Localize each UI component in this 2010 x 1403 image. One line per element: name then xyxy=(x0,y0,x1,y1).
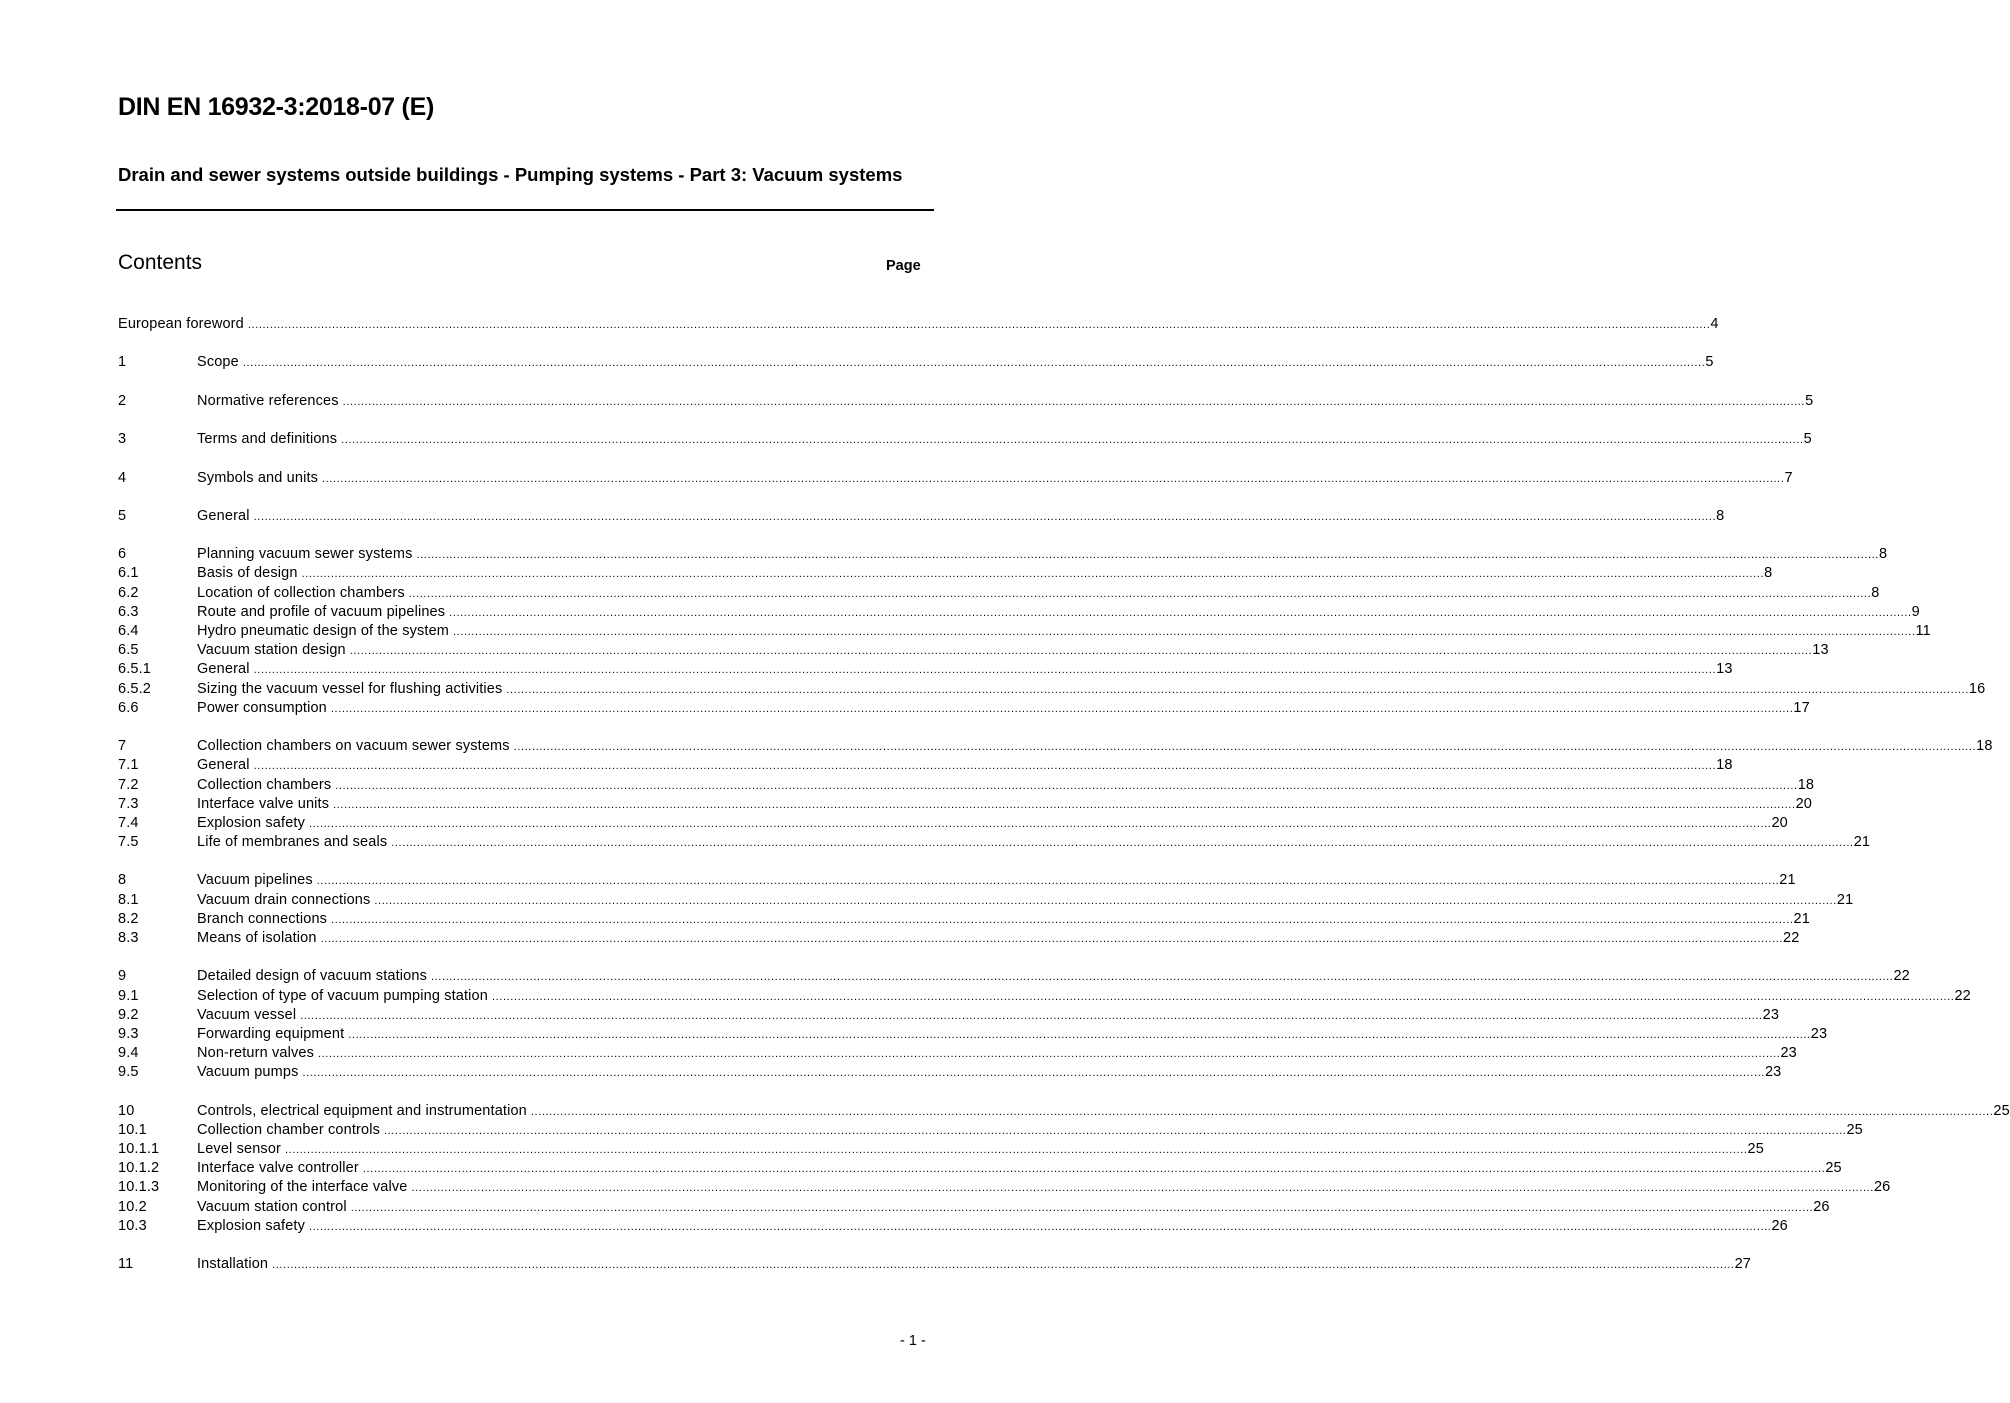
toc-entry-title: Forwarding equipment xyxy=(197,1025,345,1042)
toc-entry-number: 9 xyxy=(118,968,127,985)
toc-entry-title: Location of collection chambers xyxy=(197,584,405,601)
toc-entry-title: Means of isolation xyxy=(197,930,317,946)
toc-entry-title: Hydro pneumatic design of the system xyxy=(197,623,450,639)
dot-leader: ................................................................................................................................................................................................................................................................................................................................................................................................................ xyxy=(309,1220,1772,1233)
toc-entry-page: 11 xyxy=(1915,623,1931,639)
toc-entry[interactable] xyxy=(118,891,1854,910)
toc-entry-number: 6.6 xyxy=(118,699,139,716)
toc-entry[interactable] xyxy=(118,622,1931,641)
toc-entry-page: 21 xyxy=(1836,891,1854,908)
toc-entry[interactable] xyxy=(118,987,1971,1006)
toc-entry-title: Non-return valves xyxy=(197,1045,314,1062)
toc-entry-number: 9.3 xyxy=(118,1025,139,1042)
toc-entry-title: Installation xyxy=(197,1256,269,1273)
document-id: DIN EN 16932-3:2018-07 (E) xyxy=(118,93,434,121)
dot-leader: ................................................................................................................................................................................................................................................................................................................................................................................................................ xyxy=(330,702,1794,715)
toc-entry-title: Scope xyxy=(197,354,239,371)
toc-entry[interactable] xyxy=(118,1044,1797,1063)
page-column-label: Page xyxy=(886,258,921,274)
dot-leader: ................................................................................................................................................................................................................................................................................................................................................................................................................ xyxy=(362,1163,1826,1176)
toc-entry-page: 16 xyxy=(1968,680,1986,697)
toc-entry-number: 6.5 xyxy=(118,642,139,659)
toc-entry-title: Route and profile of vacuum pipelines xyxy=(197,603,446,620)
dot-leader: ................................................................................................................................................................................................................................................................................................................................................................................................................ xyxy=(391,837,1854,850)
toc-entry-title: Level sensor xyxy=(197,1141,282,1158)
toc-entry[interactable] xyxy=(118,430,1812,449)
toc-entry[interactable] xyxy=(118,1198,1830,1217)
toc-entry-title: Vacuum vessel xyxy=(197,1006,297,1023)
toc-entry-title: Interface valve controller xyxy=(197,1160,359,1177)
dot-leader: ................................................................................................................................................................................................................................................................................................................................................................................................................ xyxy=(513,741,1977,754)
dot-leader: ................................................................................................................................................................................................................................................................................................................................................................................................................ xyxy=(348,1028,1811,1041)
toc-entry-number: 7.5 xyxy=(118,834,139,851)
dot-leader: ................................................................................................................................................................................................................................................................................................................................................................................................................ xyxy=(253,664,1717,677)
toc-entry-page: 5 xyxy=(1805,392,1814,409)
toc-entry-page: 26 xyxy=(1813,1198,1830,1215)
document-title: Drain and sewer systems outside buildings - Pumping systems - Part 3: Vacuum systems xyxy=(118,164,903,185)
toc-entry[interactable] xyxy=(118,584,1880,603)
table-of-contents xyxy=(118,315,2010,1274)
toc-entry-page: 23 xyxy=(1810,1025,1828,1042)
toc-entry[interactable] xyxy=(118,507,1725,526)
toc-entry[interactable] xyxy=(118,1159,1842,1178)
dot-leader: ................................................................................................................................................................................................................................................................................................................................................................................................................ xyxy=(341,434,1804,447)
toc-entry[interactable] xyxy=(118,756,1733,775)
toc-entry-title: Planning vacuum sewer systems xyxy=(197,546,413,563)
toc-entry[interactable] xyxy=(118,1178,1891,1197)
toc-entry-page: 26 xyxy=(1771,1217,1788,1234)
dot-leader: ................................................................................................................................................................................................................................................................................................................................................................................................................ xyxy=(408,587,1872,600)
dot-leader: ................................................................................................................................................................................................................................................................................................................................................................................................................ xyxy=(335,779,1798,792)
toc-entry[interactable] xyxy=(118,699,1810,718)
toc-entry-number: 10 xyxy=(118,1102,135,1119)
toc-entry[interactable] xyxy=(118,680,1986,699)
dot-leader: ................................................................................................................................................................................................................................................................................................................................................................................................................ xyxy=(285,1144,1748,1157)
toc-entry[interactable] xyxy=(118,1025,1828,1044)
toc-entry[interactable] xyxy=(118,967,1910,986)
toc-entry-page: 18 xyxy=(1716,757,1733,774)
toc-entry[interactable] xyxy=(118,929,1800,948)
toc-entry-page: 18 xyxy=(1797,776,1815,793)
toc-entry[interactable] xyxy=(118,545,1888,564)
toc-entry[interactable] xyxy=(118,353,1714,372)
toc-entry-page: 22 xyxy=(1954,987,1971,1004)
toc-entry-number: 6.5.1 xyxy=(118,661,151,678)
toc-entry[interactable] xyxy=(118,910,1810,929)
dot-leader: ................................................................................................................................................................................................................................................................................................................................................................................................................ xyxy=(272,1259,1735,1272)
dot-leader: ................................................................................................................................................................................................................................................................................................................................................................................................................ xyxy=(430,971,1894,984)
toc-entry-number: 8.1 xyxy=(118,891,139,908)
toc-entry-title: Controls, electrical equipment and instrumentation xyxy=(197,1102,527,1119)
toc-entry-page: 22 xyxy=(1783,930,1800,946)
contents-heading: Contents xyxy=(118,251,203,274)
toc-entry-number: 6 xyxy=(118,546,127,563)
toc-entry-number: 10.1.2 xyxy=(118,1160,160,1177)
toc-entry-page: 23 xyxy=(1780,1045,1797,1062)
toc-entry-number: 5 xyxy=(118,507,127,524)
toc-entry[interactable] xyxy=(118,1063,1782,1082)
toc-entry[interactable] xyxy=(118,469,1793,488)
toc-entry[interactable] xyxy=(118,1140,1764,1159)
toc-entry-number: 6.1 xyxy=(118,565,139,582)
dot-leader: ................................................................................................................................................................................................................................................................................................................................................................................................................ xyxy=(349,645,1813,658)
toc-entry-title: Power consumption xyxy=(197,699,327,716)
toc-entry-title: Vacuum pipelines xyxy=(197,872,313,889)
toc-entry[interactable] xyxy=(118,833,1871,852)
toc-entry-number: 6.3 xyxy=(118,603,139,620)
toc-entry[interactable] xyxy=(118,1006,1780,1025)
toc-entry-page: 22 xyxy=(1893,968,1910,985)
toc-entry-title: Collection chambers xyxy=(197,776,332,793)
toc-entry-page: 5 xyxy=(1803,431,1812,448)
dot-leader: ................................................................................................................................................................................................................................................................................................................................................................................................................ xyxy=(506,683,1969,696)
toc-entry-number: 6.4 xyxy=(118,623,139,639)
dot-leader: ................................................................................................................................................................................................................................................................................................................................................................................................................ xyxy=(331,913,1794,926)
toc-entry-number: 10.1 xyxy=(118,1121,147,1138)
toc-entry-title: European foreword xyxy=(118,316,244,332)
toc-entry-page: 21 xyxy=(1779,872,1796,889)
dot-leader: ................................................................................................................................................................................................................................................................................................................................................................................................................ xyxy=(316,875,1780,888)
dot-leader: ................................................................................................................................................................................................................................................................................................................................................................................................................ xyxy=(253,760,1717,773)
dot-leader: ................................................................................................................................................................................................................................................................................................................................................................................................................ xyxy=(322,472,1785,485)
dot-leader: ................................................................................................................................................................................................................................................................................................................................................................................................................ xyxy=(302,1067,1765,1080)
toc-entry-number: 6.2 xyxy=(118,584,139,601)
toc-entry-title: Vacuum pumps xyxy=(197,1064,299,1081)
toc-entry-title: Collection chambers on vacuum sewer systems xyxy=(197,738,510,755)
toc-entry-page: 25 xyxy=(1846,1121,1863,1138)
toc-entry-page: 13 xyxy=(1716,661,1733,678)
toc-entry-number: 1 xyxy=(118,354,127,371)
toc-entry[interactable] xyxy=(118,603,1920,622)
toc-entry-title: Selection of type of vacuum pumping station xyxy=(197,987,488,1004)
dot-leader: ................................................................................................................................................................................................................................................................................................................................................................................................................ xyxy=(530,1105,1994,1118)
toc-entry-number: 8.2 xyxy=(118,910,139,927)
dot-leader: ................................................................................................................................................................................................................................................................................................................................................................................................................ xyxy=(342,395,1806,408)
toc-entry[interactable] xyxy=(118,392,1814,411)
toc-entry-title: Sizing the vacuum vessel for flushing activities xyxy=(197,680,503,697)
toc-entry-number: 9.2 xyxy=(118,1006,139,1023)
toc-entry-title: Detailed design of vacuum stations xyxy=(197,968,427,985)
toc-entry-number: 7.3 xyxy=(118,795,139,812)
toc-entry[interactable] xyxy=(118,795,1813,814)
toc-entry-number: 9.4 xyxy=(118,1045,139,1062)
dot-leader: ................................................................................................................................................................................................................................................................................................................................................................................................................ xyxy=(242,357,1706,370)
toc-entry-title: General xyxy=(197,661,250,678)
toc-entry-page: 20 xyxy=(1771,814,1788,831)
toc-entry-number: 7 xyxy=(118,738,127,755)
toc-entry-number: 4 xyxy=(118,469,127,486)
dot-leader: ................................................................................................................................................................................................................................................................................................................................................................................................................ xyxy=(350,1201,1814,1214)
toc-entry-page: 7 xyxy=(1784,469,1793,486)
toc-entry-number: 2 xyxy=(118,392,127,409)
toc-entry-title: General xyxy=(197,507,250,524)
toc-entry-page: 25 xyxy=(1993,1102,2010,1119)
toc-entry-title: General xyxy=(197,757,250,774)
dot-leader: ................................................................................................................................................................................................................................................................................................................................................................................................................ xyxy=(416,549,1879,562)
toc-entry[interactable] xyxy=(118,871,1796,890)
toc-entry[interactable] xyxy=(118,1102,2010,1121)
dot-leader: ................................................................................................................................................................................................................................................................................................................................................................................................................ xyxy=(453,626,1916,638)
toc-entry[interactable] xyxy=(118,776,1815,795)
toc-entry-title: Explosion safety xyxy=(197,814,305,831)
dot-leader: ................................................................................................................................................................................................................................................................................................................................................................................................................ xyxy=(300,1009,1763,1022)
dot-leader: ................................................................................................................................................................................................................................................................................................................................................................................................................ xyxy=(491,990,1955,1003)
dot-leader: ................................................................................................................................................................................................................................................................................................................................................................................................................ xyxy=(247,319,1711,331)
toc-entry-number: 8 xyxy=(118,872,127,889)
toc-entry[interactable] xyxy=(118,641,1829,660)
toc-entry-page: 5 xyxy=(1705,354,1714,371)
toc-entry-number: 7.1 xyxy=(118,757,139,774)
toc-entry-page: 9 xyxy=(1911,603,1920,620)
toc-entry-number: 10.2 xyxy=(118,1198,147,1215)
dot-leader: ................................................................................................................................................................................................................................................................................................................................................................................................................ xyxy=(411,1182,1874,1195)
toc-entry-title: Vacuum station design xyxy=(197,642,346,659)
toc-entry-title: Life of membranes and seals xyxy=(197,834,388,851)
toc-entry[interactable] xyxy=(118,315,1719,334)
dot-leader: ................................................................................................................................................................................................................................................................................................................................................................................................................ xyxy=(318,1048,1781,1061)
toc-entry[interactable] xyxy=(118,1121,1863,1140)
toc-entry-page: 8 xyxy=(1716,507,1725,524)
page-number: - 1 - xyxy=(900,1333,926,1349)
toc-entry-page: 8 xyxy=(1871,584,1880,601)
toc-entry[interactable] xyxy=(118,564,1773,583)
toc-entry-number: 10.3 xyxy=(118,1217,147,1234)
toc-entry-number: 3 xyxy=(118,431,127,448)
toc-entry-page: 21 xyxy=(1793,910,1810,927)
toc-entry-number: 9.5 xyxy=(118,1064,139,1081)
toc-entry-page: 20 xyxy=(1795,795,1813,812)
toc-entry-page: 17 xyxy=(1793,699,1810,716)
dot-leader: ................................................................................................................................................................................................................................................................................................................................................................................................................ xyxy=(333,798,1796,811)
toc-entry-number: 11 xyxy=(118,1256,134,1273)
dot-leader: ................................................................................................................................................................................................................................................................................................................................................................................................................ xyxy=(309,817,1772,830)
toc-entry-title: Vacuum station control xyxy=(197,1198,347,1215)
toc-entry-page: 21 xyxy=(1853,834,1871,851)
toc-entry-page: 23 xyxy=(1762,1006,1780,1023)
title-divider xyxy=(116,209,934,211)
toc-entry-page: 23 xyxy=(1764,1064,1782,1081)
toc-entry[interactable] xyxy=(118,660,1733,679)
toc-entry-title: Explosion safety xyxy=(197,1217,305,1234)
toc-entry-title: Vacuum drain connections xyxy=(197,891,371,908)
toc-entry-title: Interface valve units xyxy=(197,795,330,812)
dot-leader: ................................................................................................................................................................................................................................................................................................................................................................................................................ xyxy=(383,1124,1847,1137)
toc-entry-number: 7.4 xyxy=(118,814,139,831)
dot-leader: ................................................................................................................................................................................................................................................................................................................................................................................................................ xyxy=(374,894,1837,907)
toc-entry[interactable] xyxy=(118,1255,1752,1274)
toc-entry-number: 8.3 xyxy=(118,930,139,946)
toc-entry-number: 9.1 xyxy=(118,987,139,1004)
toc-entry-page: 8 xyxy=(1878,546,1888,563)
toc-entry-title: Basis of design xyxy=(197,565,298,582)
toc-entry-number: 7.2 xyxy=(118,776,139,793)
toc-entry-title: Normative references xyxy=(197,392,339,409)
dot-leader: ................................................................................................................................................................................................................................................................................................................................................................................................................ xyxy=(301,568,1765,581)
toc-entry-title: Collection chamber controls xyxy=(197,1121,380,1138)
toc-entry-page: 4 xyxy=(1710,316,1719,332)
toc-entry-title: Branch connections xyxy=(197,910,328,927)
toc-entry-number: 10.1.3 xyxy=(118,1179,160,1196)
toc-entry-page: 13 xyxy=(1812,642,1829,659)
toc-entry-number: 6.5.2 xyxy=(118,680,151,697)
toc-entry-page: 25 xyxy=(1825,1160,1842,1177)
dot-leader: ................................................................................................................................................................................................................................................................................................................................................................................................................ xyxy=(253,510,1717,523)
dot-leader: ................................................................................................................................................................................................................................................................................................................................................................................................................ xyxy=(449,606,1912,619)
toc-entry[interactable] xyxy=(118,1217,1788,1236)
toc-entry-page: 26 xyxy=(1873,1179,1891,1196)
toc-entry[interactable] xyxy=(118,737,1993,756)
toc-entry[interactable] xyxy=(118,814,1788,833)
toc-entry-page: 27 xyxy=(1734,1256,1752,1273)
toc-entry-number: 10.1.1 xyxy=(118,1141,160,1158)
toc-entry-page: 18 xyxy=(1976,738,1993,755)
toc-entry-page: 8 xyxy=(1764,565,1773,582)
toc-entry-title: Monitoring of the interface valve xyxy=(197,1179,408,1196)
dot-leader: ................................................................................................................................................................................................................................................................................................................................................................................................................ xyxy=(320,933,1784,945)
toc-entry-title: Terms and definitions xyxy=(197,431,338,448)
toc-entry-title: Symbols and units xyxy=(197,469,319,486)
toc-entry-page: 25 xyxy=(1747,1141,1764,1158)
